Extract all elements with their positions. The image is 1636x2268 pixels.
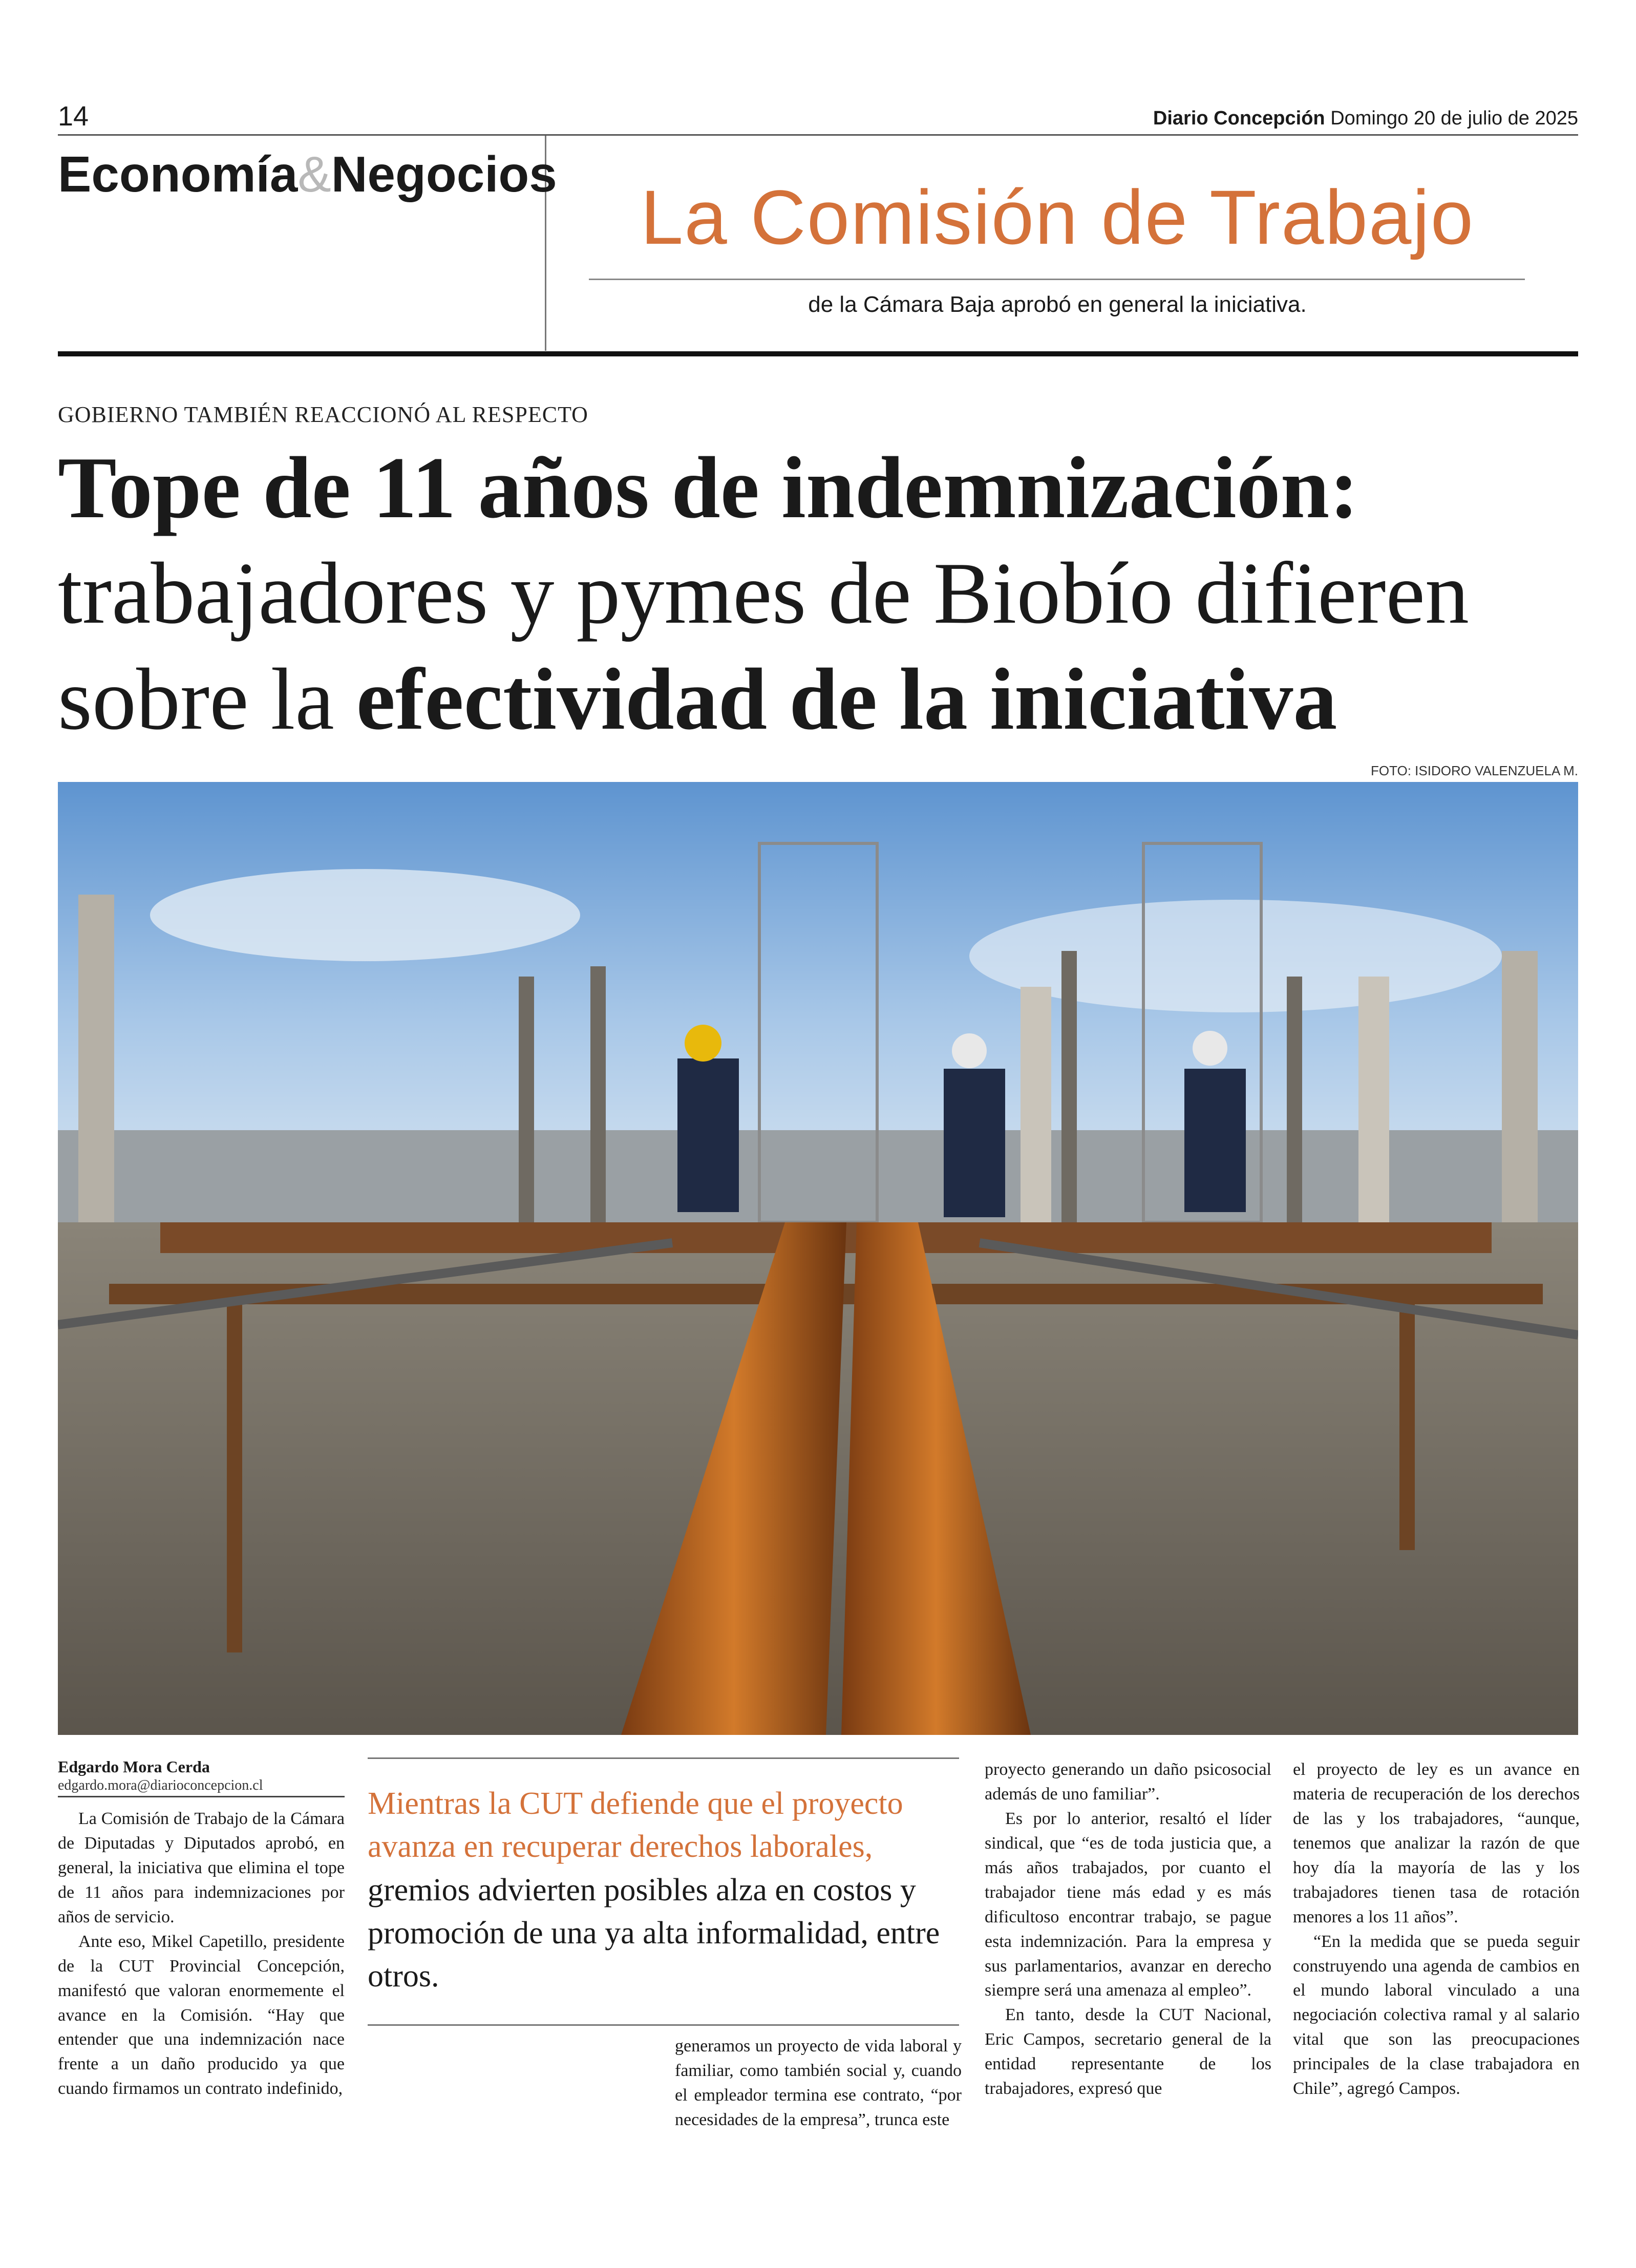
headline-bold-2: efectividad de la iniciativa (356, 650, 1337, 748)
headline (58, 435, 1584, 752)
header-thick-rule (58, 351, 1578, 356)
body-column-4 (1293, 1757, 1580, 2101)
pullquote-bottom-rule (368, 2024, 959, 2026)
paragraph: el proyecto de ley es un avance en materia de recuperación de los derechos de las y los trabajadores, “aunque, tenemos que analizar la razón de que hoy día la mayoría de las y los trabajadores tienen tasa de rotación menores a los 11 años”. (1293, 1760, 1580, 1926)
header-title-rule (589, 279, 1525, 280)
headline-light-2: sobre la (58, 650, 356, 748)
body-column-1 (58, 1807, 345, 2101)
paragraph: proyecto generando un daño psicosocial además de uno familiar”. (985, 1760, 1271, 1804)
top-rule (58, 134, 1578, 136)
page-number: 14 (58, 101, 89, 132)
section-part2: Negocios (331, 146, 557, 202)
pullquote (368, 1782, 957, 1998)
paragraph: La Comisión de Trabajo de la Cámara de Diputadas y Diputados aprobó, en general, la iniciativa que elimina el tope de 11 años para indemnizaciones por años de servicio. (58, 1809, 345, 1926)
headline-bold-1: Tope de 11 años de indemnización: (58, 439, 1359, 537)
body-column-2 (675, 2034, 962, 2132)
paragraph: En tanto, desde la CUT Nacional, Eric Campos, secretario general de la entidad representante de los trabajadores, expresó que (985, 2005, 1271, 2099)
paper-name: Diario Concepción (1153, 108, 1325, 129)
section-part1: Economía (58, 146, 298, 202)
pullquote-highlight: Mientras la CUT defiende que el proyecto avanza en recuperar derechos laborales, (368, 1786, 903, 1864)
paragraph: generamos un proyecto de vida laboral y familiar, como también social y, cuando el empleador termina ese contrato, “por necesidades de la empresa”, trunca este (675, 2037, 962, 2129)
byline-email: edgardo.mora@diarioconcepcion.cl (58, 1777, 263, 1793)
masthead (1153, 108, 1578, 130)
byline-name: Edgardo Mora Cerda (58, 1757, 210, 1776)
photo-credit: FOTO: ISIDORO VALENZUELA M. (1370, 763, 1578, 778)
body-column-3 (985, 1757, 1271, 2101)
paragraph: Ante eso, Mikel Capetillo, presidente de la CUT Provincial Concepción, manifestó que valoran enormemente el avance en la Comisión. “Hay que entender que una indemnización nace frente a un daño producido ya que cuando firmamos un contrato indefinido, (58, 1932, 345, 2099)
pullquote-rest: gremios advierten posibles alza en costos y promoción de una ya alta informalidad, entre otros. (368, 1872, 940, 1994)
issue-date: Domingo 20 de julio de 2025 (1330, 108, 1578, 129)
header-title: La Comisión de Trabajo (640, 174, 1475, 260)
pullquote-top-rule (368, 1757, 959, 1759)
kicker: GOBIERNO TAMBIÉN REACCIONÓ AL RESPECTO (58, 402, 588, 427)
byline-rule (58, 1796, 345, 1797)
paragraph: “En la medida que se pueda seguir construyendo una agenda de cambios en el mundo laboral vinculado a una negociación colectiva ramal y al salario vital que son las preocupaciones principales de la clase trabajadora en Chile”, agregó Campos. (1293, 1932, 1580, 2099)
section-label (58, 145, 557, 203)
headline-light-1: trabajadores y pymes de Biobío difieren (58, 545, 1469, 643)
construction-photo (58, 782, 1578, 1735)
paragraph: Es por lo anterior, resaltó el líder sindical, que “es de toda justicia que, a más años trabajados, por cuanto el trabajador tiene más edad y es más dificultoso encontrar trabajo, se pague esta indemnización. Para la empresa y sus parlamentarios, avanzar en derecho siempre será una amenaza al empleo”. (985, 1809, 1271, 2000)
header-subtitle: de la Cámara Baja aprobó en general la iniciativa. (808, 292, 1307, 317)
section-amp: & (298, 146, 331, 202)
